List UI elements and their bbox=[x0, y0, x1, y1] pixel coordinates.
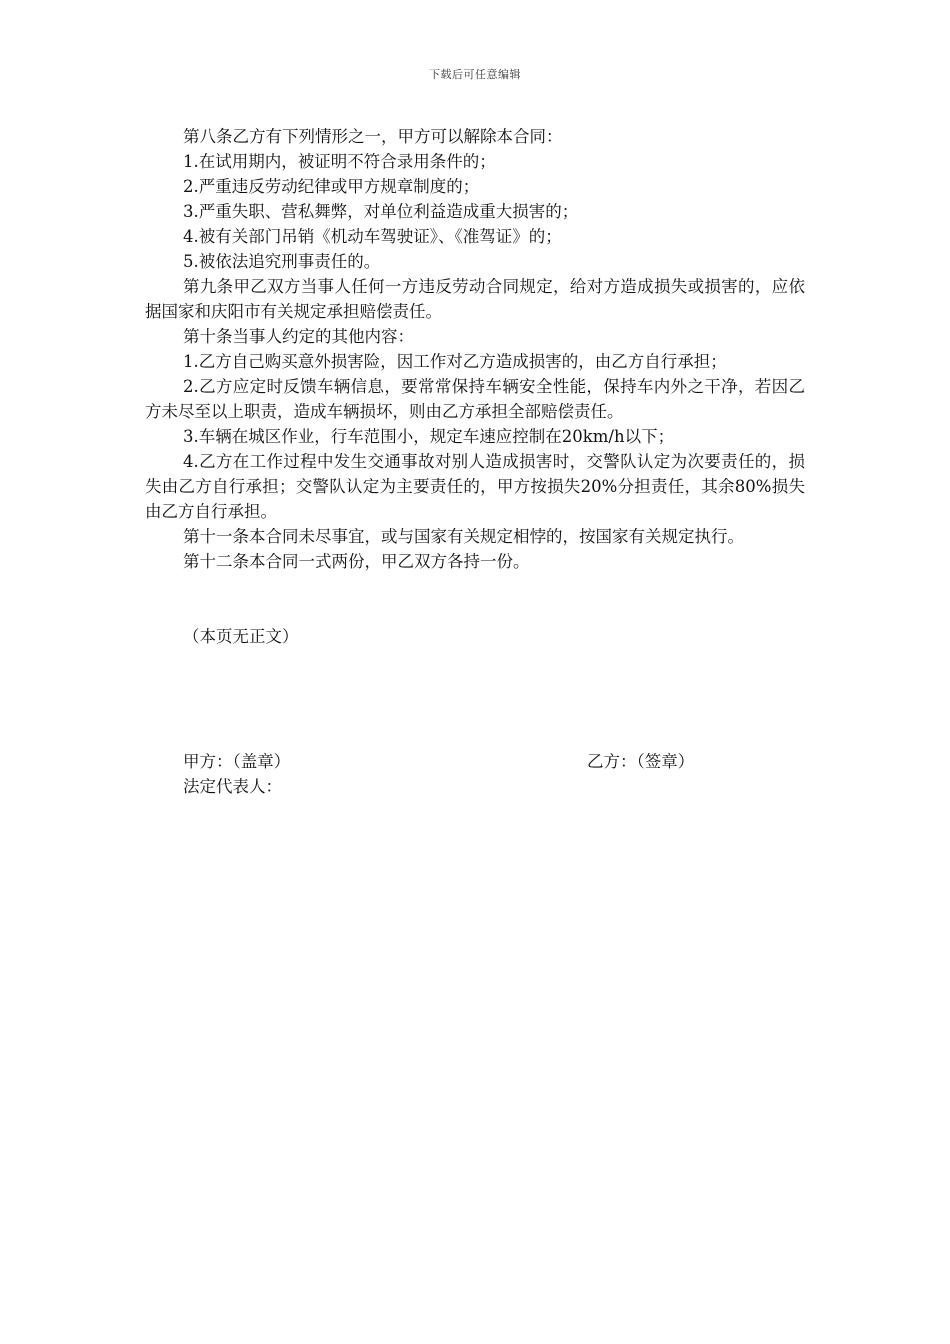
article-10-item-2: 2.乙方应定时反馈车辆信息，要常常保持车辆安全性能，保持车内外之干净，若因乙方未尽至以上职责，造成车辆损坏，则由乙方承担全部赔偿责任。 bbox=[145, 377, 805, 421]
blank-space bbox=[145, 574, 805, 624]
no-text-note: （本页无正文） bbox=[183, 627, 299, 646]
article-8-item-1: 1.在试用期内，被证明不符合录用条件的； bbox=[183, 152, 496, 171]
contract-body bbox=[145, 124, 805, 799]
article-8-item-3: 3.严重失职、营私舞弊，对单位利益造成重大损害的； bbox=[183, 202, 579, 221]
article-8-item-4: 4.被有关部门吊销《机动车驾驶证》、《准驾证》的； bbox=[183, 227, 562, 246]
blank-space bbox=[145, 649, 805, 749]
article-8-item-2: 2.严重违反劳动纪律或甲方规章制度的； bbox=[183, 177, 480, 196]
signature-row bbox=[145, 749, 805, 774]
article-10-item-1: 1.乙方自己购买意外损害险，因工作对乙方造成损害的，由乙方自行承担； bbox=[183, 352, 727, 371]
article-12: 第十二条本合同一式两份，甲乙双方各持一份。 bbox=[183, 552, 530, 571]
party-a-seal: 甲方：（盖章） bbox=[183, 752, 291, 771]
header-note: 下载后可任意编辑 bbox=[429, 68, 521, 81]
article-9: 第九条甲乙双方当事人任何一方违反劳动合同规定，给对方造成损失或损害的，应依据国家和庆阳市有关规定承担赔偿责任。 bbox=[145, 277, 805, 321]
article-10: 第十条当事人约定的其他内容： bbox=[183, 327, 414, 346]
article-10-item-3: 3.车辆在城区作业，行车范围小，规定车速应控制在20km/h以下； bbox=[183, 427, 675, 446]
article-8: 第八条乙方有下列情形之一，甲方可以解除本合同： bbox=[183, 127, 563, 146]
legal-representative: 法定代表人： bbox=[183, 777, 282, 796]
article-11: 第十一条本合同未尽事宜，或与国家有关规定相悖的，按国家有关规定执行。 bbox=[183, 527, 744, 546]
party-b-sign: 乙方：（签章） bbox=[587, 752, 695, 771]
article-8-item-5: 5.被依法追究刑事责任的。 bbox=[183, 252, 381, 271]
article-10-item-4: 4.乙方在工作过程中发生交通事故对别人造成损害时，交警队认定为次要责任的，损失由乙方自行承担；交警队认定为主要责任的，甲方按损失20%分担责任，其余80%损失由乙方自行承担。 bbox=[145, 452, 805, 521]
